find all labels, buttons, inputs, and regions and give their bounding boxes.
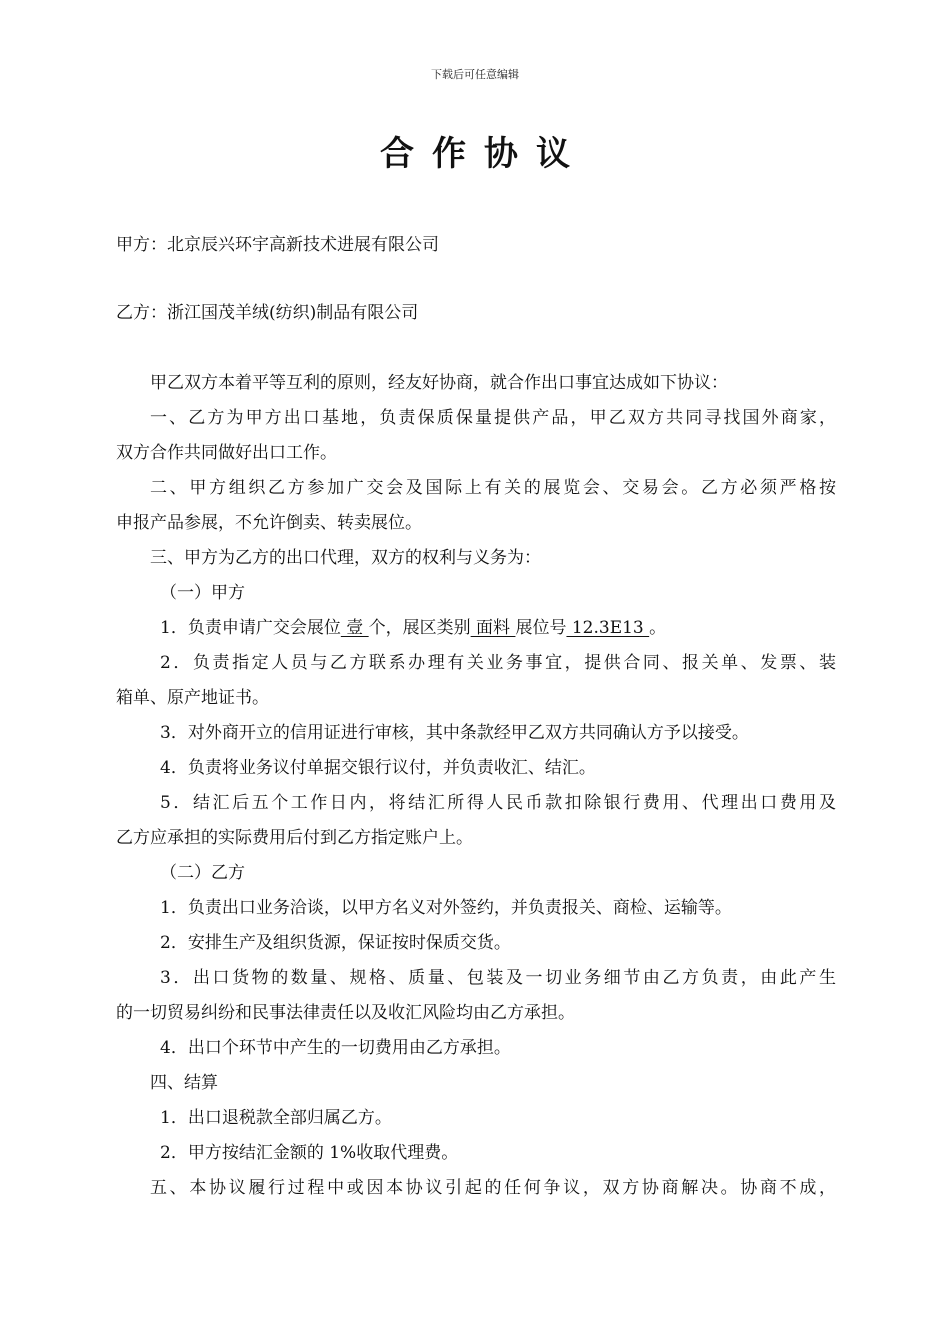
party-a-item-5-line-1: 5．结汇后五个工作日内，将结汇所得人民币款扣除银行费用、代理出口费用及 xyxy=(160,793,836,813)
party-a-item-3: 3．对外商开立的信用证进行审核，其中条款经甲乙双方共同确认方予以接受。 xyxy=(160,723,749,743)
party-b-item-3-line-1: 3．出口货物的数量、规格、质量、包装及一切业务细节由乙方负责，由此产生 xyxy=(160,968,836,988)
settlement-item-2: 2．甲方按结汇金额的 1%收取代理费。 xyxy=(160,1143,459,1163)
clause-1-line-1: 一、乙方为甲方出口基地，负责保质保量提供产品，甲乙双方共同寻找国外商家， xyxy=(150,408,836,428)
intro-paragraph: 甲乙双方本着平等互利的原则，经友好协商，就合作出口事宜达成如下协议： xyxy=(150,373,728,393)
clause-3: 三、甲方为乙方的出口代理，双方的权利与义务为： xyxy=(150,548,541,568)
item-1-text-4: 。 xyxy=(649,618,667,638)
booth-category-field: 面料 xyxy=(470,618,516,638)
clause-1-line-2: 双方合作共同做好出口工作。 xyxy=(116,443,337,463)
party-a-item-2-line-1: 2．负责指定人员与乙方联系办理有关业务事宜，提供合同、报关单、发票、装 xyxy=(160,653,836,673)
party-b-item-4: 4．出口个环节中产生的一切费用由乙方承担。 xyxy=(160,1038,511,1058)
document-title: 合作协议 xyxy=(380,134,588,174)
item-1-text-1: 1．负责申请广交会展位 xyxy=(160,618,341,638)
party-a: 甲方：北京辰兴环宇高新技术进展有限公司 xyxy=(116,235,439,255)
party-a-item-4: 4．负责将业务议付单据交银行议付，并负责收汇、结汇。 xyxy=(160,758,596,778)
booth-number-field: 12.3E13 xyxy=(566,618,650,638)
party-b-item-3-line-2: 的一切贸易纠纷和民事法律责任以及收汇风险均由乙方承担。 xyxy=(116,1003,575,1023)
party-a-item-2-line-2: 箱单、原产地证书。 xyxy=(116,688,269,708)
subsection-party-b: （二）乙方 xyxy=(160,863,245,883)
party-b-item-1: 1．负责出口业务洽谈，以甲方名义对外签约，并负责报关、商检、运输等。 xyxy=(160,898,732,918)
booth-count-field: 壹 xyxy=(340,618,369,638)
item-1-text-2: 个，展区类别 xyxy=(368,618,471,638)
clause-2-line-1: 二、甲方组织乙方参加广交会及国际上有关的展览会、交易会。乙方必须严格按 xyxy=(150,478,836,498)
clause-4: 四、结算 xyxy=(150,1073,218,1093)
agreement-body xyxy=(116,366,836,1206)
clause-2-line-2: 申报产品参展，不允许倒卖、转卖展位。 xyxy=(116,513,422,533)
party-a-item-1 xyxy=(116,611,836,646)
party-a-item-5-line-2: 乙方应承担的实际费用后付到乙方指定账户上。 xyxy=(116,828,473,848)
party-b-item-2: 2．安排生产及组织货源，保证按时保质交货。 xyxy=(160,933,511,953)
item-1-text-3: 展位号 xyxy=(515,618,567,638)
clause-5-line-1: 五、本协议履行过程中或因本协议引起的任何争议，双方协商解决。协商不成， xyxy=(150,1178,836,1198)
settlement-item-1: 1．出口退税款全部归属乙方。 xyxy=(160,1108,392,1128)
party-b: 乙方：浙江国茂羊绒(纺织)制品有限公司 xyxy=(116,303,419,323)
header-note: 下载后可任意编辑 xyxy=(431,68,519,81)
subsection-party-a: （一）甲方 xyxy=(160,583,245,603)
